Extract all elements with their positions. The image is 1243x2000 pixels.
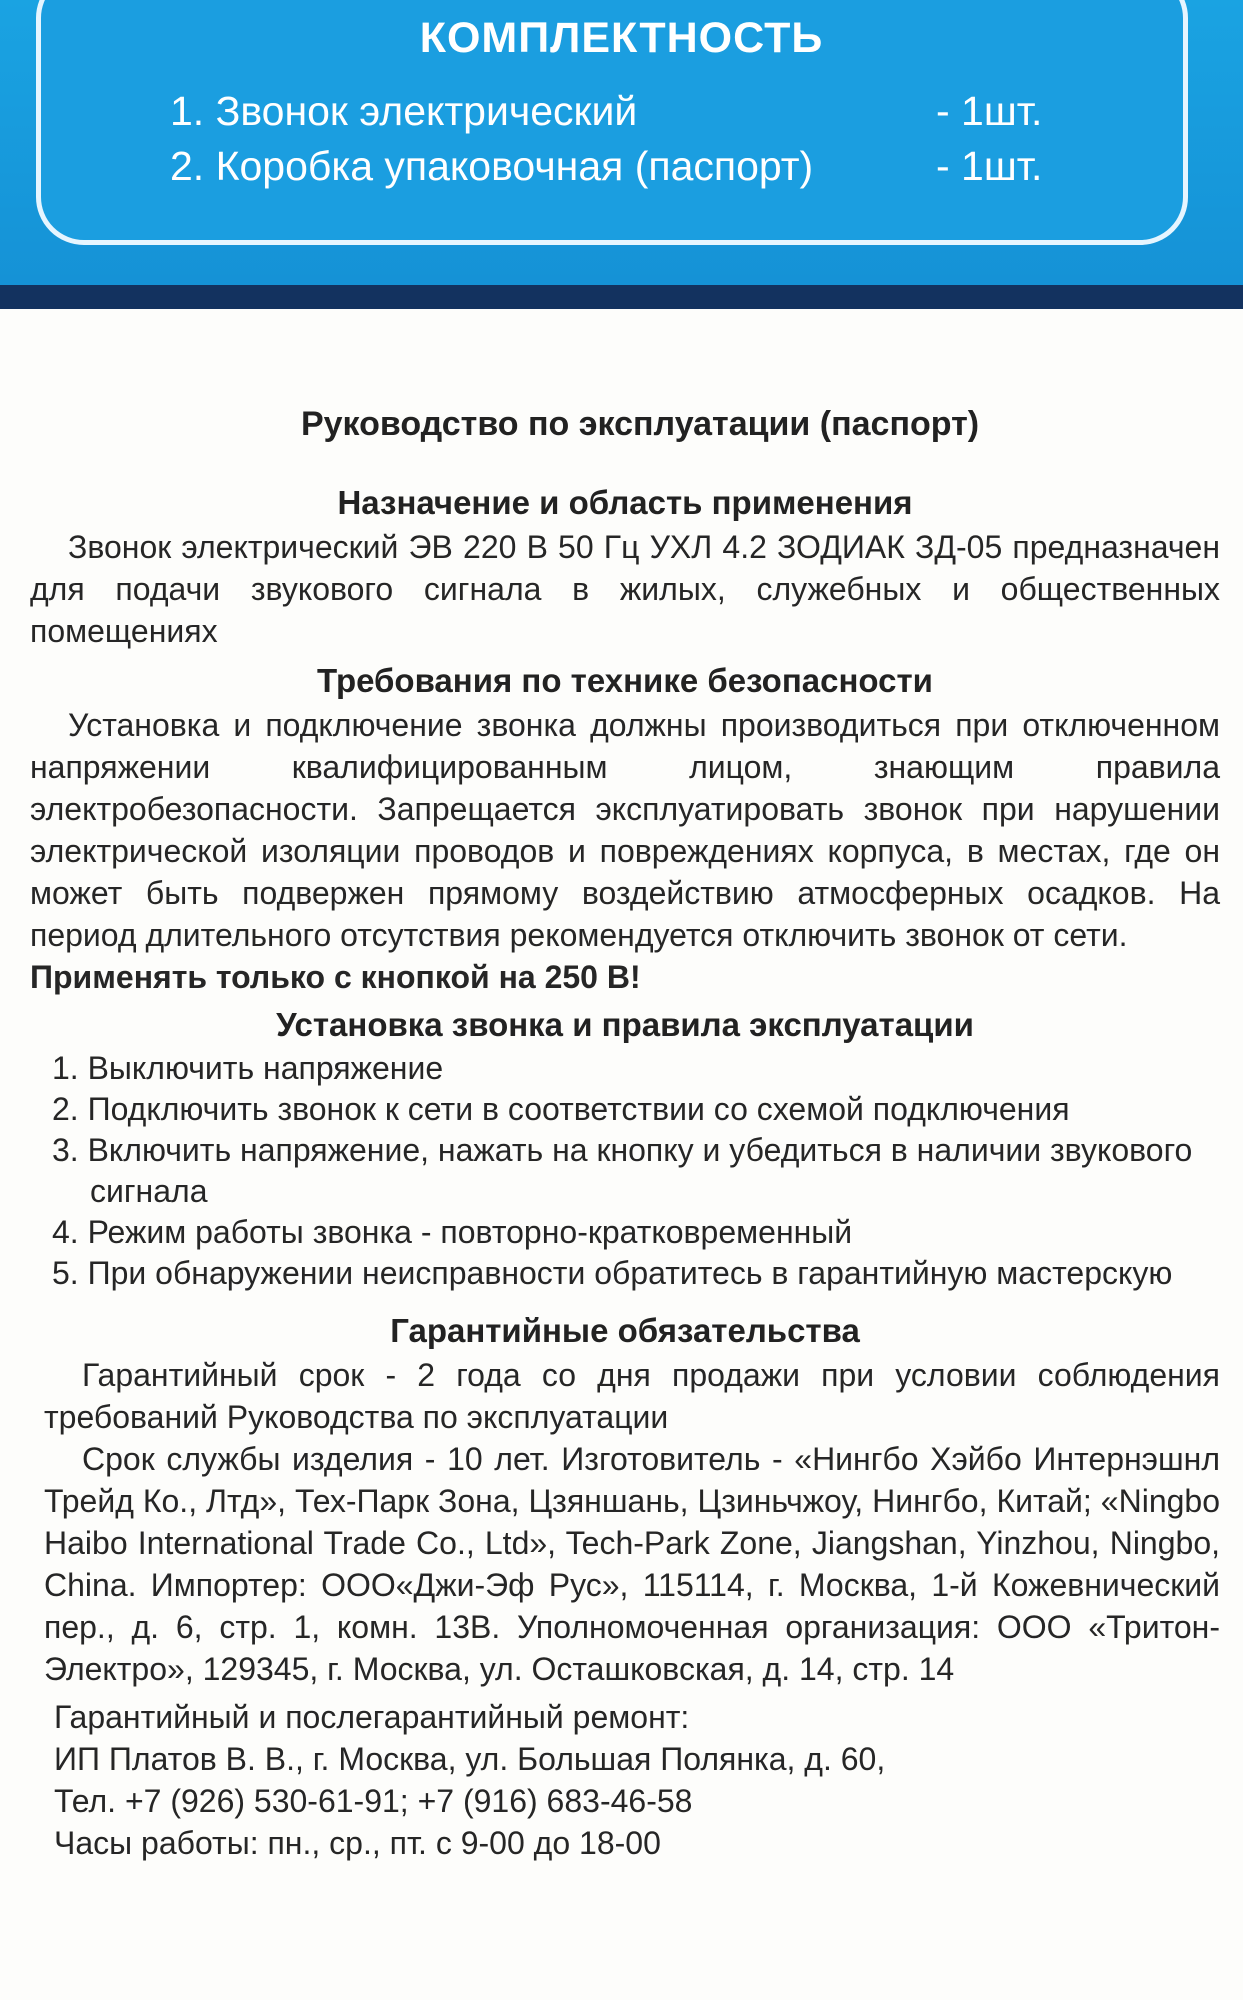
- install-steps: [30, 1048, 1220, 1294]
- safety-heading: Требования по технике безопасности: [317, 662, 933, 699]
- purpose-text: Звонок электрический ЭВ 220 В 50 Гц УХЛ 4.2 ЗОДИАК ЗД-05 предназначен для подачи звукового сигнала в жилых, служебных и общественных помещениях: [30, 529, 1220, 649]
- repair-label: Гарантийный и послегарантийный ремонт:: [54, 1699, 690, 1735]
- warranty-section: [30, 1308, 1220, 1864]
- install-step: 5. При обнаружении неисправности обратитесь в гарантийную мастерскую: [52, 1255, 1173, 1291]
- kit-item-qty: - 1шт.: [936, 143, 1043, 189]
- kit-item-name: 1. Звонок электрический: [170, 88, 638, 134]
- kit-item-name: 2. Коробка упаковочная (паспорт): [170, 143, 814, 189]
- kit-item: [170, 88, 1070, 138]
- repair-org: ИП Платов В. В., г. Москва, ул. Большая Полянка, д. 60,: [54, 1741, 886, 1777]
- safety-warning: Применять только с кнопкой на 250 В!: [30, 959, 641, 995]
- safety-text: Установка и подключение звонка должны производиться при отключенном напряжении квалифицированным лицом, знающим правила электробезопасности. Запрещается эксплуатировать звонок при нарушении электрической изоляции проводов и повреждениях корпуса, в местах, где он может быть подвержен прямому воздействию атмосферных осадков. На период длительного отсутствия рекомендуется отключить звонок от сети.: [30, 707, 1220, 953]
- install-step: 2. Подключить звонок к сети в соответствии со схемой подключения: [52, 1091, 1070, 1127]
- warranty-service: Срок службы изделия - 10 лет. Изготовитель - «Нингбо Хэйбо Интернэшнл Трейд Ко., Лтд», Тех-Парк Зона, Цзяншань, Цзиньчжоу, Нингбо, Китай; «Ningbo Haibo International Trade Co., Ltd», Tech-Park Zone, Jiangshan, Yinzhou, Ningbo, China. Импортер: ООО«Джи-Эф Рус», 115114, г. Москва, 1-й Кожевнический пер., д. 6, стр. 1, комн. 13В. Уполномоченная организация: ООО «Тритон-Электро», 129345, г. Москва, ул. Осташковская, д. 14, стр. 14: [44, 1441, 1220, 1687]
- repair-hours: Часы работы: пн., ср., пт. с 9-00 до 18-00: [54, 1825, 661, 1861]
- install-step: 1. Выключить напряжение: [52, 1050, 444, 1086]
- purpose-heading: Назначение и область применения: [337, 484, 913, 521]
- manual-content: [30, 405, 1220, 1864]
- kit-title: КОМПЛЕКТНОСТЬ: [419, 14, 824, 62]
- manual-title: Руководство по эксплуатации (паспорт): [300, 405, 980, 443]
- warranty-heading: Гарантийные обязательства: [390, 1312, 860, 1349]
- warranty-term: Гарантийный срок - 2 года со дня продажи при условии соблюдения требований Руководства по эксплуатации: [44, 1357, 1220, 1435]
- kit-item: [170, 143, 1070, 193]
- install-heading: Установка звонка и правила эксплуатации: [276, 1006, 974, 1043]
- repair-phone: Тел. +7 (926) 530-61-91; +7 (916) 683-46-58: [54, 1783, 693, 1819]
- banner-stripe: [0, 285, 1243, 309]
- install-step: 3. Включить напряжение, нажать на кнопку и убедиться в наличии звукового сигнала: [52, 1132, 1193, 1209]
- install-step: 4. Режим работы звонка - повторно-кратковременный: [52, 1214, 853, 1250]
- kit-item-qty: - 1шт.: [936, 88, 1043, 134]
